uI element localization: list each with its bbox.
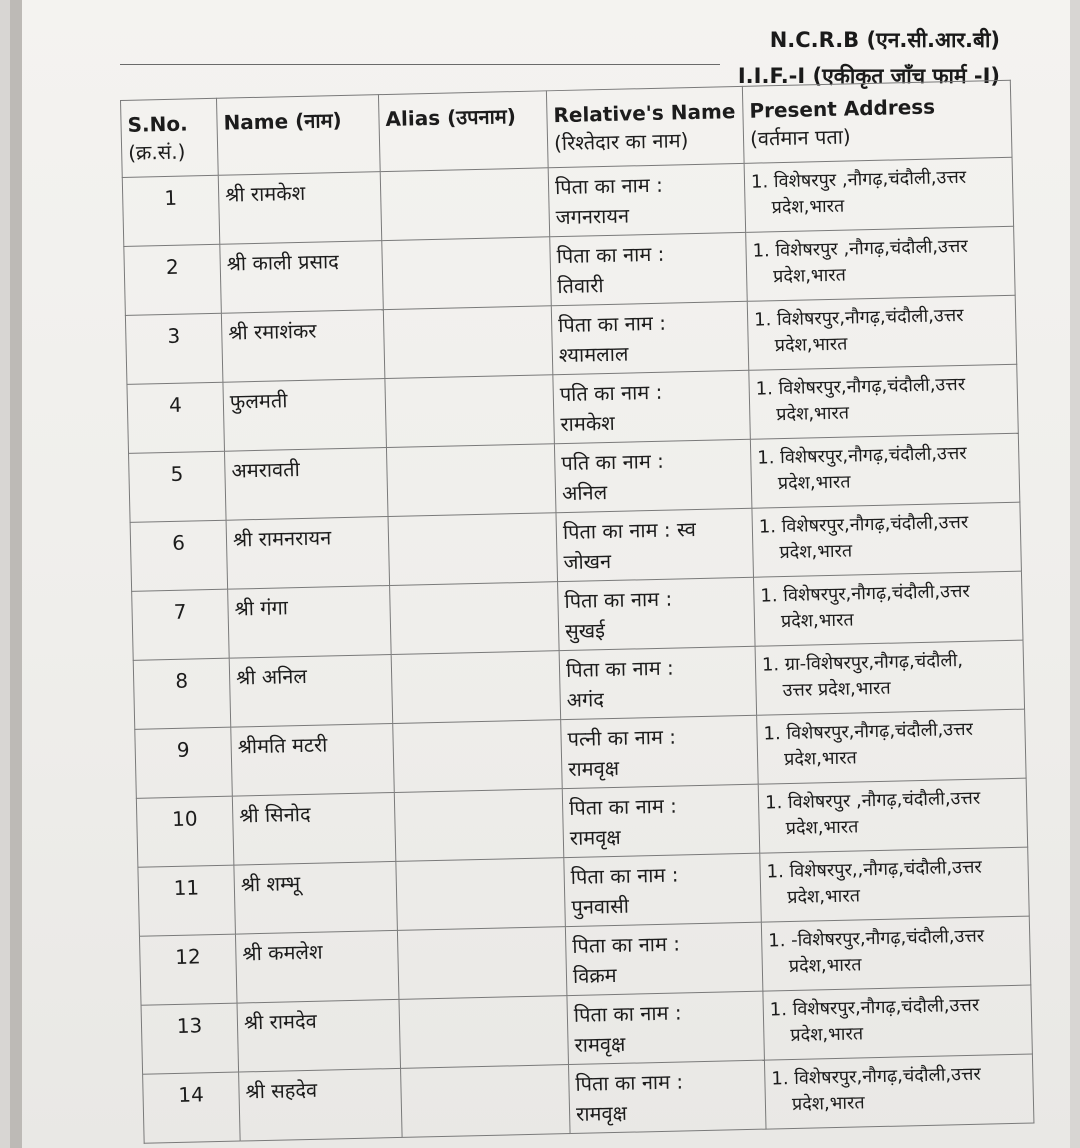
address-line-2: प्रदेश,भारत (780, 609, 854, 633)
address-line-2: प्रदेश,भारत (790, 1023, 864, 1047)
cell-address (753, 571, 1022, 646)
relative-label: पिता का नाम : (564, 586, 673, 614)
address-line-1: 1. विशेषरपुर,नौगढ़,चंदौली,उत्तर (760, 580, 971, 607)
cell-alias (385, 375, 555, 448)
cell-relative (564, 853, 762, 926)
cell-alias (397, 927, 567, 1000)
cell-name: श्री सहदेव (239, 1068, 403, 1141)
relative-name: रामवृक्ष (574, 1031, 626, 1057)
cell-name: श्री रामदेव (237, 999, 401, 1072)
cell-sno: 9 (135, 727, 233, 798)
document-page (10, 0, 1070, 1148)
relative-label: पति का नाम : (561, 448, 665, 476)
relative-name: रामवृक्ष (568, 755, 620, 781)
relative-name: अगंद (566, 687, 605, 713)
relative-label: पिता का नाम : (554, 172, 664, 200)
cell-address (749, 364, 1018, 439)
cell-address (744, 157, 1013, 232)
cell-relative (565, 922, 763, 995)
cell-name: श्रीमति मटरी (231, 723, 395, 796)
relative-name: तिवारी (557, 273, 604, 299)
column-header-relative (546, 86, 744, 167)
relative-name: पुनवासी (571, 893, 630, 919)
address-line-2: प्रदेश,भारत (791, 1092, 865, 1116)
column-header-sub: (रिश्तेदार का नाम) (553, 128, 689, 156)
header-divider (120, 64, 720, 65)
header-form-title: I.I.F.-I (एकीकृत जाँच फार्म -I) (737, 64, 1000, 88)
address-line-1: 1. विशेषरपुर ,नौगढ़,चंदौली,उत्तर (764, 787, 981, 814)
cell-alias (393, 720, 563, 793)
cell-alias (388, 513, 558, 586)
cell-sno: 5 (129, 451, 227, 522)
page-edge-shadow (10, 0, 22, 1148)
relative-name: अनिल (561, 480, 608, 506)
relative-name: रामवृक्ष (569, 824, 621, 850)
cell-alias (386, 444, 556, 517)
cell-name: श्री गंगा (228, 586, 392, 659)
accused-table-container (120, 80, 1033, 1144)
column-header-label: S.No. (127, 111, 188, 137)
address-line-2: प्रदेश,भारत (777, 471, 851, 495)
cell-address (752, 502, 1021, 577)
cell-relative (562, 784, 760, 857)
relative-name: श्यामलाल (558, 341, 629, 368)
relative-name: रामवृक्ष (575, 1100, 628, 1126)
cell-address (747, 295, 1016, 370)
cell-name: फुलमती (223, 379, 387, 452)
address-line-2: प्रदेश,भारत (774, 333, 848, 357)
cell-alias (401, 1065, 571, 1138)
cell-alias (396, 858, 566, 931)
cell-sno: 2 (124, 244, 222, 315)
cell-sno: 1 (122, 175, 220, 246)
accused-table (120, 80, 1034, 1144)
cell-sno: 11 (138, 865, 236, 936)
cell-name: श्री रामनरायन (226, 517, 390, 590)
relative-label: पिता का नाम : (575, 1069, 684, 1096)
column-header-label: Relative's Name (553, 99, 736, 128)
cell-sno: 3 (125, 313, 223, 384)
address-line-1: 1. -विशेषरपुर,नौगढ़,चंदौली,उत्तर (768, 925, 985, 952)
cell-address (760, 847, 1029, 922)
relative-label: पिता का नाम : (556, 241, 665, 269)
relative-name: जोखन (563, 548, 612, 575)
cell-sno: 6 (130, 520, 228, 591)
relative-name: विक्रम (572, 962, 617, 988)
cell-relative (559, 646, 757, 719)
cell-alias (382, 237, 552, 310)
cell-address (750, 433, 1019, 508)
relative-label: पिता का नाम : (573, 1000, 682, 1027)
relative-label: पिता का नाम : स्व (562, 517, 697, 545)
cell-address (758, 778, 1027, 853)
cell-name: श्री अनिल (229, 654, 393, 727)
cell-relative (568, 1060, 766, 1133)
address-line-1: 1. विशेषरपुर,नौगढ़,चंदौली,उत्तर (753, 304, 964, 331)
cell-address (746, 226, 1015, 301)
relative-label: पिता का नाम : (557, 310, 667, 338)
cell-address (757, 709, 1026, 784)
column-header-sub: (वर्तमान पता) (749, 124, 851, 151)
address-line-1: 1. ग्रा-विशेषरपुर,नौगढ़,चंदौली, (761, 650, 964, 676)
cell-sno: 7 (132, 589, 230, 660)
cell-alias (399, 996, 569, 1069)
cell-address (763, 985, 1032, 1060)
cell-relative (548, 163, 746, 236)
cell-sno: 14 (143, 1072, 241, 1143)
cell-alias (380, 168, 550, 241)
column-header-address (742, 80, 1012, 163)
cell-relative (554, 439, 752, 512)
address-line-1: 1. विशेषरपुर ,नौगढ़,चंदौली,उत्तर (752, 235, 968, 262)
cell-relative (558, 577, 756, 650)
cell-sno: 10 (136, 796, 234, 867)
address-line-1: 1. विशेषरपुर,नौगढ़,चंदौली,उत्तर (771, 1063, 981, 1090)
cell-name: श्री कमलेश (235, 930, 399, 1003)
address-line-2: प्रदेश,भारत (783, 747, 858, 771)
address-line-2: प्रदेश,भारत (771, 195, 845, 219)
relative-label: पिता का नाम : (565, 655, 675, 683)
cell-relative (551, 301, 749, 374)
address-line-2: प्रदेश,भारत (772, 264, 847, 288)
cell-sno: 13 (141, 1003, 239, 1074)
relative-label: पत्नी का नाम : (567, 724, 677, 752)
cell-address (755, 640, 1024, 715)
cell-relative (556, 508, 754, 581)
address-line-2: प्रदेश,भारत (788, 954, 862, 978)
address-line-1: 1. विशेषरपुर ,नौगढ़,चंदौली,उत्तर (750, 166, 967, 193)
address-line-2: उत्तर प्रदेश,भारत (782, 677, 891, 702)
cell-sno: 8 (133, 658, 231, 729)
relative-name: जगनरायन (555, 203, 630, 230)
cell-address (761, 916, 1030, 991)
relative-label: पति का नाम : (559, 379, 663, 407)
cell-alias (391, 651, 561, 724)
address-line-1: 1. विशेषरपुर,,नौगढ़,चंदौली,उत्तर (766, 856, 983, 883)
cell-relative (550, 232, 748, 305)
cell-name: अमरावती (224, 448, 388, 521)
cell-sno: 12 (139, 934, 237, 1005)
column-header-sno (121, 98, 219, 177)
relative-label: पिता का नाम : (568, 793, 678, 820)
cell-alias (383, 306, 553, 379)
relative-label: पिता का नाम : (570, 862, 679, 889)
column-header-sub: (क्र.सं.) (127, 139, 186, 165)
cell-name: श्री शम्भू (234, 861, 398, 934)
cell-name: श्री रामकेश (218, 172, 382, 245)
address-line-2: प्रदेश,भारत (779, 540, 853, 564)
cell-name: श्री रमाशंकर (221, 310, 385, 383)
column-header-name (216, 95, 380, 176)
cell-relative (561, 715, 759, 788)
address-line-1: 1. विशेषरपुर,नौगढ़,चंदौली,उत्तर (757, 442, 967, 469)
column-header-label: Name (नाम) (223, 107, 342, 135)
column-header-alias (378, 91, 548, 172)
table-body (122, 157, 1034, 1143)
cell-address (764, 1054, 1033, 1129)
cell-sno: 4 (127, 382, 225, 453)
header-agency: N.C.R.B (एन.सी.आर.बी) (769, 28, 1000, 52)
column-header-label: Alias (उपनाम) (385, 104, 517, 131)
address-line-2: प्रदेश,भारत (787, 885, 861, 909)
address-line-2: प्रदेश,भारत (776, 402, 850, 426)
relative-name: सुखई (564, 618, 606, 644)
address-line-1: 1. विशेषरपुर,नौगढ़,चंदौली,उत्तर (763, 718, 974, 745)
address-line-1: 1. विशेषरपुर,नौगढ़,चंदौली,उत्तर (758, 511, 969, 538)
address-line-1: 1. विशेषरपुर,नौगढ़,चंदौली,उत्तर (769, 994, 980, 1021)
cell-alias (390, 582, 560, 655)
cell-name: श्री सिनोद (232, 792, 396, 865)
cell-name: श्री काली प्रसाद (220, 241, 384, 314)
address-line-1: 1. विशेषरपुर,नौगढ़,चंदौली,उत्तर (755, 373, 966, 400)
relative-name: रामकेश (560, 410, 616, 437)
address-line-2: प्रदेश,भारत (785, 816, 859, 840)
cell-relative (553, 370, 751, 443)
cell-relative (567, 991, 765, 1064)
relative-label: पिता का नाम : (572, 931, 681, 958)
column-header-label: Present Address (749, 94, 936, 123)
cell-alias (394, 789, 564, 862)
